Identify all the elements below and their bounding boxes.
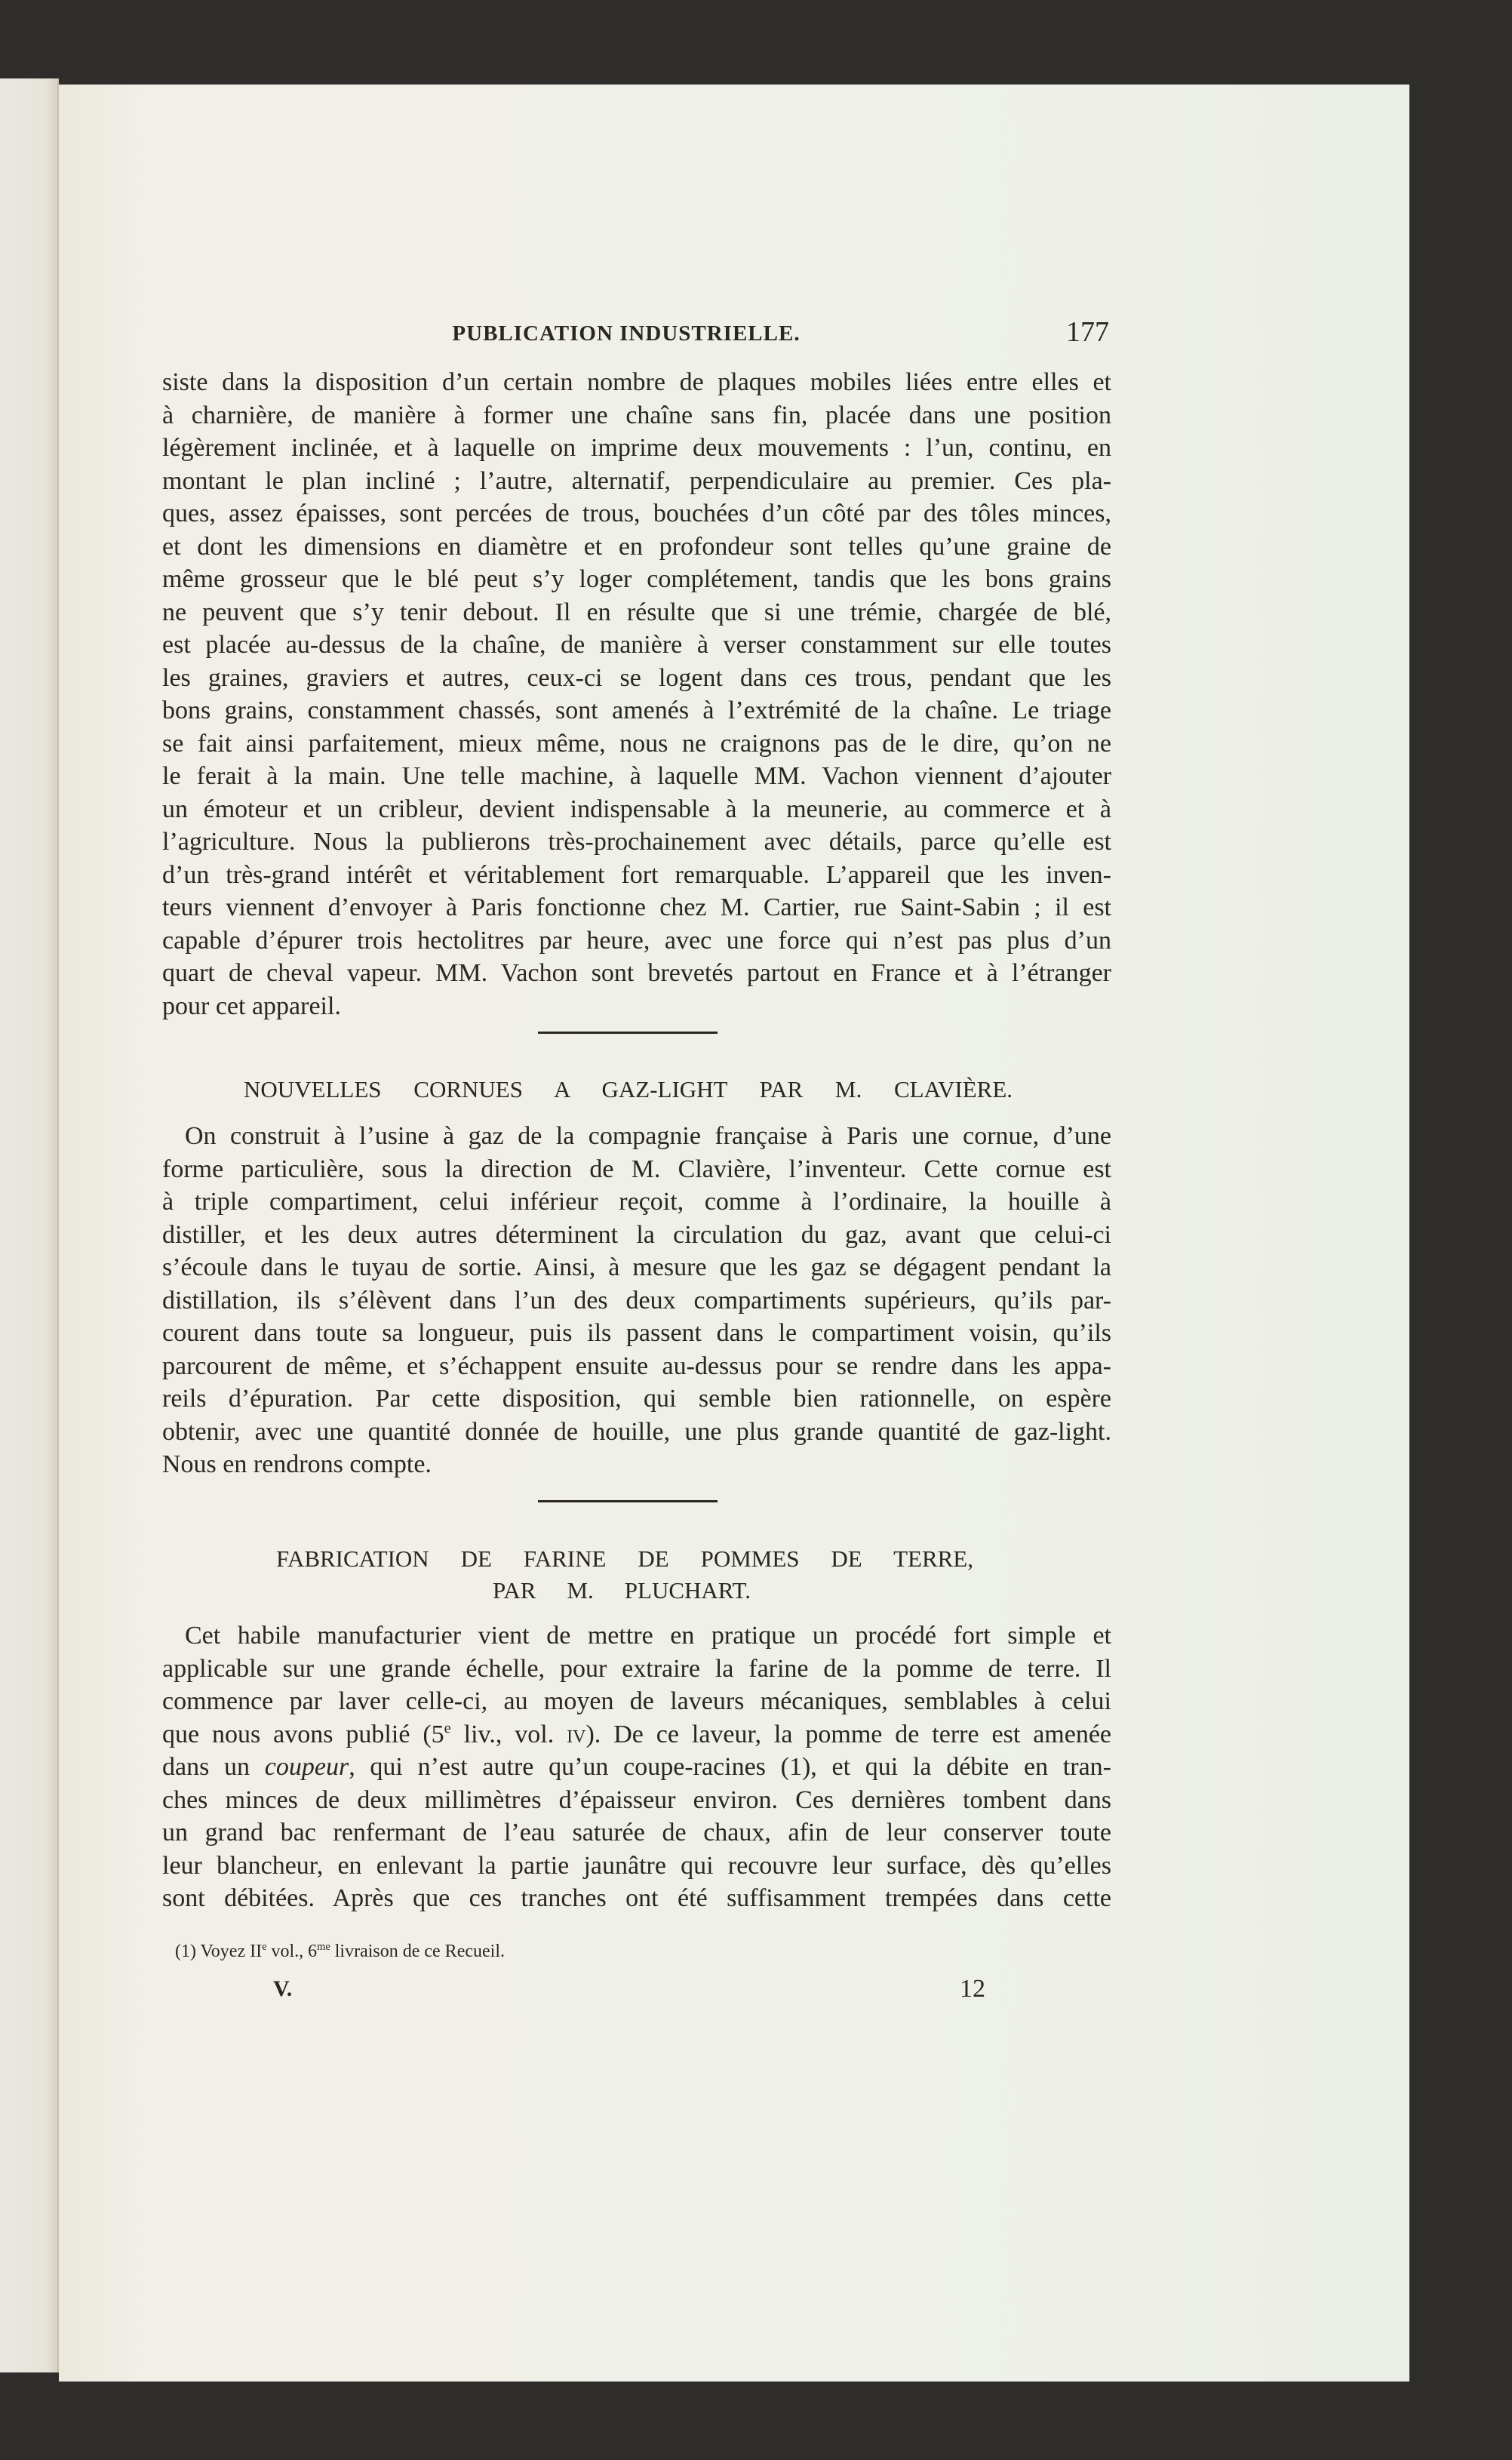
text-line: les graines, graviers et autres, ceux-ci se logent dans ces trous, pendant que les [162, 663, 1111, 692]
text-line: teurs viennent d’envoyer à Paris fonctionne chez M. Cartier, rue Saint-Sabin ; il est [162, 893, 1111, 921]
text-line: applicable sur une grande échelle, pour extraire la farine de la pomme de terre. Il [162, 1654, 1111, 1683]
small-caps-numeral: iv [567, 1720, 586, 1748]
section-heading-farine: FABRICATION DE FARINE DE POMMES DE TERRE, [276, 1545, 973, 1572]
running-title: PUBLICATION INDUSTRIELLE. [452, 321, 801, 346]
text-span: que nous avons publié (5 [162, 1720, 444, 1748]
text-line: distiller, et les deux autres déterminent la circulation du gaz, avant que celui-ci [162, 1220, 1111, 1249]
text-span: vol., 6 [266, 1942, 318, 1961]
text-line: se fait ainsi parfaitement, mieux même, nous ne craignons pas de le dire, qu’on ne [162, 729, 1111, 758]
text-line: même grosseur que le blé peut s’y loger complétement, tandis que les bons grains [162, 565, 1111, 593]
previous-page-edge [0, 78, 59, 2372]
text-line: obtenir, avec une quantité donnée de houille, une plus grande quantité de gaz-light. [162, 1417, 1111, 1446]
text-line: On construit à l’usine à gaz de la compagnie française à Paris une cornue, d’une [185, 1122, 1111, 1150]
page-number: 177 [1066, 316, 1109, 348]
text-line: forme particulière, sous la direction de M. Clavière, l’inventeur. Cette cornue est [162, 1155, 1111, 1183]
text-line: le ferait à la main. Une telle machine, à laquelle MM. Vachon viennent d’ajouter [162, 762, 1111, 790]
signature-number: 12 [960, 1975, 985, 2003]
text-line: parcourent de même, et s’échappent ensuite au-dessus pour se rendre dans les appa- [162, 1351, 1111, 1380]
footnote [175, 1936, 505, 1966]
paragraph-cornues [162, 1120, 1111, 1481]
italic-term: coupeur [264, 1753, 349, 1781]
text-line: s’écoule dans le tuyau de sortie. Ainsi, à mesure que les gaz se dégagent pendant la [162, 1253, 1111, 1281]
section-heading-farine-author: PAR M. PLUCHART. [493, 1577, 751, 1604]
text-line: à charnière, de manière à former une chaîne sans fin, placée dans une position [162, 401, 1111, 429]
small-caps-numeral: II [250, 1942, 263, 1961]
paragraph-vachon-machine [162, 366, 1111, 1022]
text-line: pour cet appareil. [162, 992, 341, 1020]
text-line: légèrement inclinée, et à laquelle on imprime deux mouvements : l’un, continu, en [162, 434, 1111, 462]
text-line: ne peuvent que s’y tenir debout. Il en résulte que si une trémie, chargée de blé, [162, 598, 1111, 626]
text-line: un émoteur et un cribleur, devient indispensable à la meunerie, au commerce et à [162, 795, 1111, 823]
superscript: me [317, 1941, 330, 1953]
text-line: ches minces de deux millimètres d’épaisseur environ. Ces dernières tombent dans [162, 1785, 1111, 1814]
text-span: livraison de ce Recueil. [330, 1942, 505, 1961]
text-line: Nous en rendrons compte. [162, 1450, 432, 1478]
text-line: sont débitées. Après que ces tranches ont été suffisamment trempées dans cette [162, 1884, 1111, 1912]
superscript: e [444, 1720, 451, 1737]
text-span: , qui n’est autre qu’un coupe-racines (1), et qui la débite en tran- [349, 1753, 1111, 1781]
text-line: bons grains, constamment chassés, sont amenés à l’extrémité de la chaîne. Le triage [162, 696, 1111, 724]
signature-mark: V. [273, 1976, 293, 2001]
text-line: leur blancheur, en enlevant la partie jaunâtre qui recouvre leur surface, dès qu’elles [162, 1851, 1111, 1880]
text-line: reils d’épuration. Par cette disposition, qui semble bien rationnelle, on espère [162, 1385, 1111, 1413]
text-line: siste dans la disposition d’un certain nombre de plaques mobiles liées entre elles et [162, 368, 1111, 396]
text-line: montant le plan incliné ; l’autre, alternatif, perpendiculaire au premier. Ces pla- [162, 466, 1111, 495]
text-span: dans un [162, 1753, 265, 1781]
paragraph-farine [162, 1619, 1111, 1915]
text-line [162, 1718, 1111, 1751]
text-line: distillation, ils s’élèvent dans l’un des deux compartiments supérieurs, qu’ils par- [162, 1286, 1111, 1315]
text-line [162, 1751, 1111, 1784]
section-heading-cornues: NOUVELLES CORNUES A GAZ-LIGHT PAR M. CLAVIÈRE. [244, 1076, 1013, 1102]
text-line: courent dans toute sa longueur, puis ils passent dans le compartiment voisin, qu’ils [162, 1319, 1111, 1347]
text-line: ques, assez épaisses, sont percées de trous, bouchées d’un côté par des tôles minces, [162, 500, 1111, 527]
text-line: et dont les dimensions en diamètre et en profondeur sont telles qu’une graine de [162, 532, 1111, 561]
section-divider [538, 1500, 718, 1502]
text-line: Cet habile manufacturier vient de mettre en pratique un procédé fort simple et [185, 1622, 1111, 1650]
text-line: capable d’épurer trois hectolitres par heure, avec une force qui n’est pas plus d’un [162, 926, 1111, 955]
text-line: quart de cheval vapeur. MM. Vachon sont brevetés partout en France et à l’étranger [162, 959, 1111, 987]
text-line: à triple compartiment, celui inférieur reçoit, comme à l’ordinaire, la houille à [162, 1188, 1111, 1216]
text-line: l’agriculture. Nous la publierons très-prochainement avec détails, parce qu’elle est [162, 828, 1111, 856]
section-divider [538, 1032, 718, 1034]
text-span: liv., vol. [450, 1720, 567, 1748]
text-line: est placée au-dessus de la chaîne, de manière à verser constamment sur elle toutes [162, 631, 1111, 659]
superscript: e [262, 1941, 267, 1953]
text-span: (1) Voyez [175, 1942, 250, 1961]
text-line: d’un très-grand intérêt et véritablement fort remarquable. L’appareil que les inven- [162, 860, 1111, 889]
text-line: commence par laver celle-ci, au moyen de laveurs mécaniques, semblables à celui [162, 1687, 1111, 1715]
text-span: ). De ce laveur, la pomme de terre est amenée [585, 1720, 1111, 1748]
text-line: un grand bac renfermant de l’eau saturée de chaux, afin de leur conserver toute [162, 1819, 1111, 1847]
